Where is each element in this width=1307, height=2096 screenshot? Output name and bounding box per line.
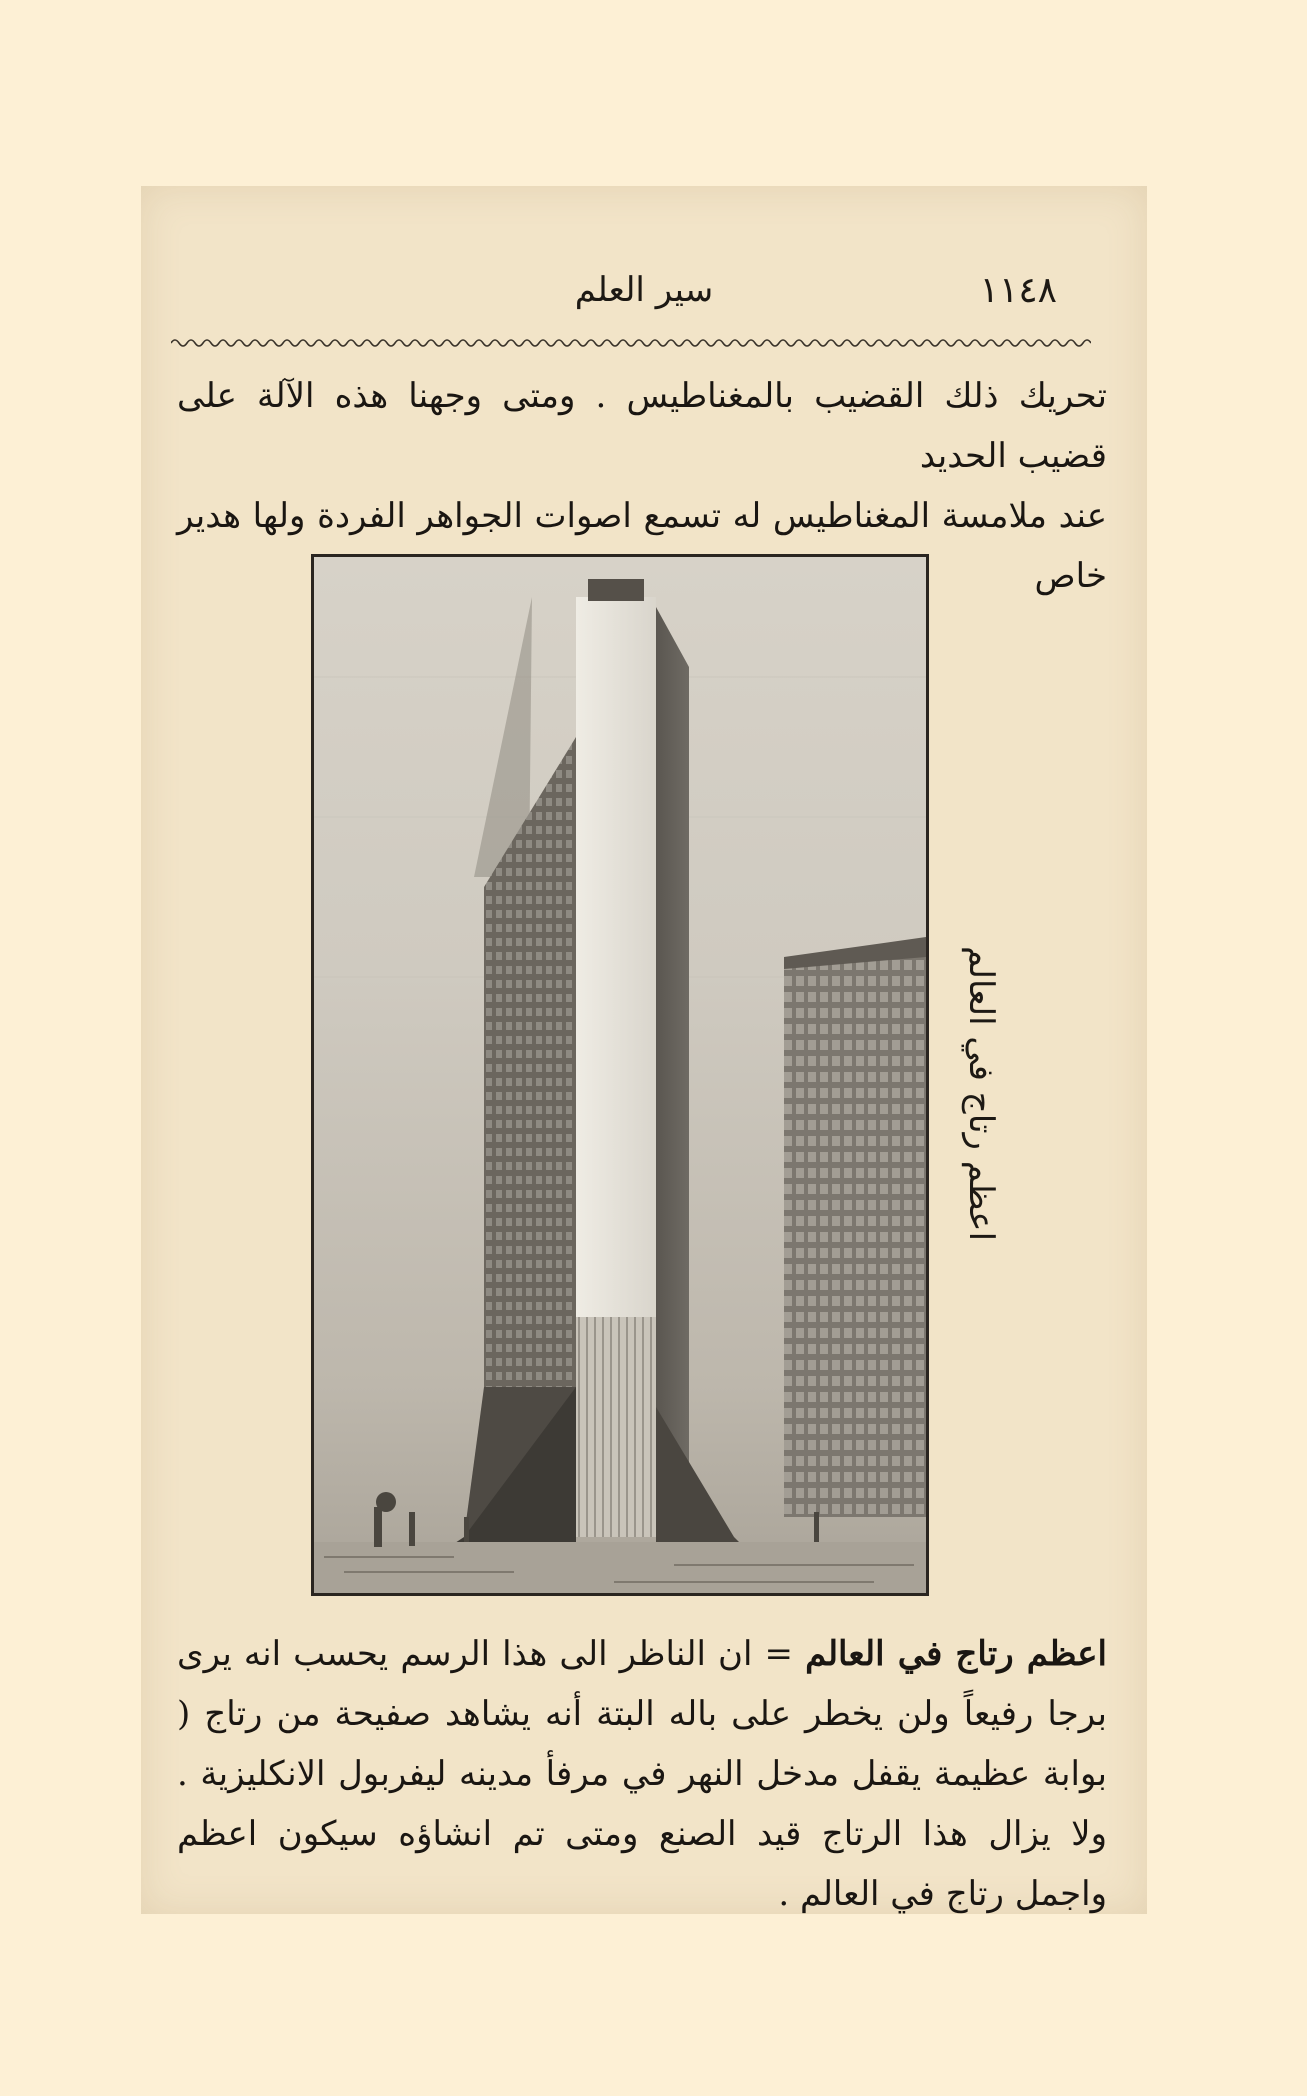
book-page — [141, 186, 1147, 1914]
wavy-divider — [171, 336, 1091, 350]
running-title: سير العلم — [574, 270, 714, 310]
caption-body: ان الناظر الى هذا الرسم يحسب انه يرى برجا رفيعاً ولن يخطر على باله البتة أنه يشاهد صفيحة من رتاج ( بوابة عظيمة يقفل مدخل النهر في مرفأ مدينه ليفربول الانكليزية . ولا يزال هذا الرتاج قيد الصنع ومتى تم انشاؤه سيكون اعظم واجمل رتاج في العالم . — [177, 1634, 1107, 1914]
gate-tower-drawing — [314, 557, 926, 1593]
figure-vertical-caption: اعظم رتاج في العالم — [961, 946, 1001, 1242]
intro-line: عند ملامسة المغناطيس له تسمع اصوات الجواهر الفردة ولها هدير خاص — [177, 496, 1107, 596]
caption-lead: اعظم رتاج في العالم — [805, 1634, 1107, 1674]
caption-separator: = — [752, 1634, 806, 1674]
intro-line: تحريك ذلك القضيب بالمغناطيس . ومتى وجهنا هذه الآلة على قضيب الحديد — [177, 376, 1107, 476]
tower-illustration — [311, 554, 929, 1596]
figure-caption — [177, 1624, 1107, 1924]
page-number: ١١٤٨ — [979, 270, 1057, 311]
page-header — [201, 266, 1087, 326]
